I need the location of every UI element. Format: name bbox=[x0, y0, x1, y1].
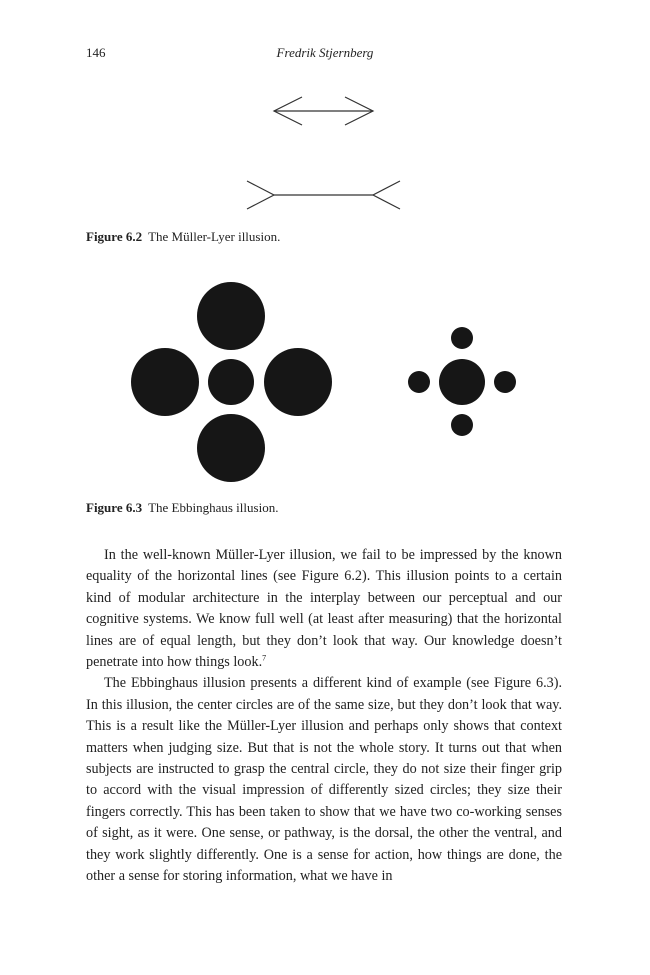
surround-circle-right bbox=[264, 348, 332, 416]
muller-lyer-figure bbox=[247, 97, 400, 209]
arrow-heads-out-line bbox=[274, 97, 373, 125]
surround-circle-top bbox=[197, 282, 265, 350]
surround-circle-left bbox=[131, 348, 199, 416]
ebbinghaus-figure bbox=[131, 282, 516, 482]
large-surround-cluster bbox=[131, 282, 332, 482]
paragraph-1 bbox=[86, 545, 562, 673]
figure-6-2-label: Figure 6.2 bbox=[86, 229, 143, 244]
small-circle-top bbox=[451, 327, 473, 349]
page-number: 146 bbox=[86, 45, 106, 60]
footnote-ref[interactable]: 7 bbox=[262, 653, 267, 663]
figure-6-3-caption bbox=[86, 500, 278, 516]
surround-circle-bottom bbox=[197, 414, 265, 482]
body-text bbox=[86, 545, 562, 888]
figure-6-3-label: Figure 6.3 bbox=[86, 500, 143, 515]
small-circle-left bbox=[408, 371, 430, 393]
figure-6-3-caption-text: The Ebbinghaus illusion. bbox=[148, 500, 279, 515]
center-circle-left bbox=[208, 359, 254, 405]
figure-6-2-caption-text: The Müller-Lyer illusion. bbox=[148, 229, 281, 244]
small-surround-cluster bbox=[408, 327, 516, 436]
paragraph-2: The Ebbinghaus illusion presents a different kind of example (see Figure 6.3). In this illusion, the center circles are of the same size, but they don’t look that way. This is a result like the Müller-Lyer illusion and perhaps only shows that context matters when judging size. But that is not the whole story. It turns out that when subjects are instructed to grasp the central circle, they do not size their finger grip to accord with the visual impression of differently sized circles; they size their fingers correctly. This has been taken to show that we have two co-working senses of sight, as it were. One sense, or pathway, is the dorsal, the other the ventral, and they work slightly differently. One is a sense for action, how things are done, the other a sense for storing information, what we have in bbox=[86, 675, 562, 885]
center-circle-right bbox=[439, 359, 485, 405]
small-circle-bottom bbox=[451, 414, 473, 436]
figure-6-2-caption bbox=[86, 229, 280, 245]
paragraph-1-text: In the well-known Müller-Lyer illusion, we fail to be impressed by the known equality of the horizontal lines (see Figure 6.2). This illusion points to a certain kind of modular architecture in the interplay between our perceptual and our cognitive systems. We know full well (at least after measuring) that the horizontal lines are of equal length, but they don’t look that way. Our knowledge doesn’t penetrate into how things look. bbox=[86, 547, 562, 671]
running-head: Fredrik Stjernberg bbox=[276, 45, 374, 60]
arrow-tails-in-line bbox=[247, 181, 400, 209]
small-circle-right bbox=[494, 371, 516, 393]
